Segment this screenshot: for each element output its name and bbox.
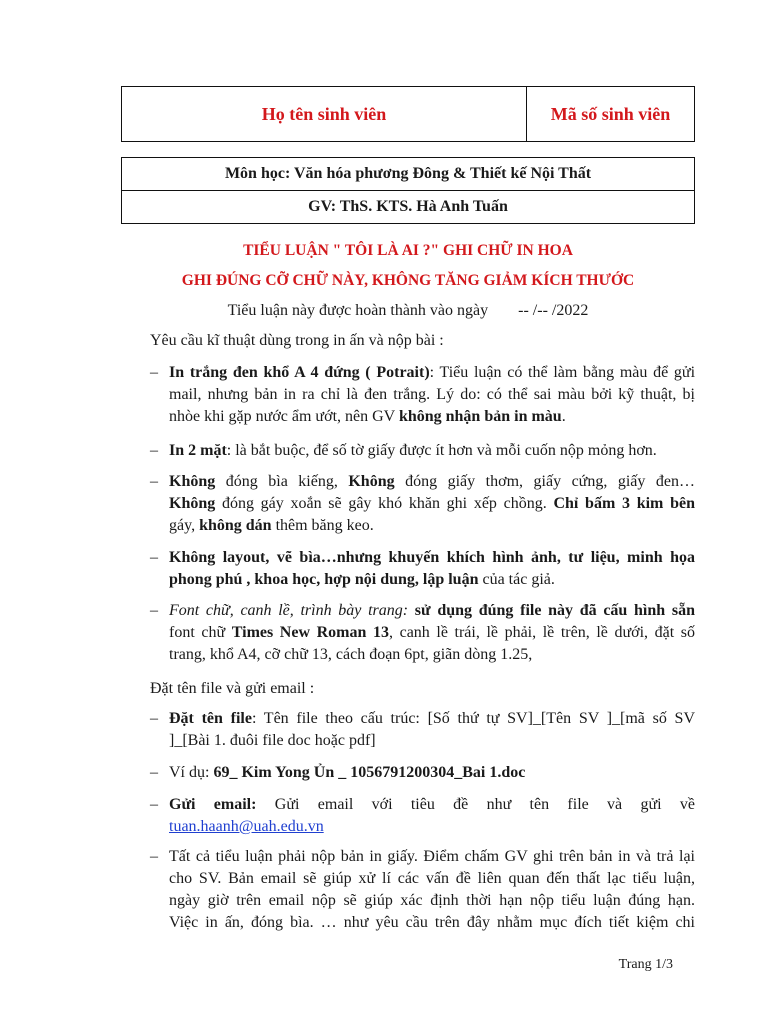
title-instruction: GHI ĐÚNG CỠ CHỮ NÀY, KHÔNG TĂNG GIẢM KÍCH THƯỚC: [181, 272, 635, 289]
bullet-dash: –: [150, 473, 158, 490]
page-number: Trang 1/3: [618, 957, 673, 972]
filename-intro: Đặt tên file và gửi email :: [150, 680, 315, 697]
bullet-dash: –: [150, 602, 158, 619]
bullet-dash: –: [150, 848, 158, 865]
student-id-cell: Mã số sinh viên: [527, 87, 695, 142]
bullet-dash: –: [150, 710, 158, 727]
student-info-table: [121, 86, 695, 142]
bullet-dash: –: [150, 764, 158, 781]
completion-text: Tiểu luận này được hoàn thành vào ngày: [227, 302, 489, 319]
completion-date: -- /-- /2022: [518, 302, 589, 319]
email-link[interactable]: tuan.haanh@uah.edu.vn: [169, 818, 324, 835]
course-cell: Môn học: Văn hóa phương Đông & Thiết kế Nội Thất: [122, 158, 695, 191]
bullet-dash: –: [150, 549, 158, 566]
essay-title: TIỂU LUẬN " TÔI LÀ AI ?" GHI CHỮ IN HOA: [243, 242, 573, 259]
document-page: Họ tên sinh viên Mã số sinh viên Môn học: Văn hóa phương Đông & Thiết kế Nội Thất GV: ThS. KTS. Hà Anh Tuấn TIỂU LUẬN " TÔI LÀ AI ?" GHI CHỮ IN HOA GHI ĐÚNG CỠ CHỮ NÀY, KHÔNG TĂNG GIẢM KÍCH THƯỚC Tiểu luận này được hoàn thành vào ngày -- /-- /2022 Yêu cầu kĩ thuật dùng trong in ấn và nộp bài : – In trắng đen khổ A 4 đứng ( Potrait): Tiểu luận có thể làm bằng màu để gửi mail, nhưng bản in ra chỉ là đen trắng. Lý do: có thể sai màu bởi kỹ thuật, bị nhòe khi gặp nước ẩm ướt, nên GV không nhận bản in màu. – In 2 mặt: là bắt buộc, để số tờ giấy được ít hơn và mỗi cuốn nộp mỏng hơn. – Không đóng bìa kiếng, Không đóng giấy thơm, giấy cứng, giấy đen… Không đóng gáy xoắn sẽ gây khó khăn ghi xếp chồng. Chỉ bấm 3 kim bên gáy, không dán thêm băng keo. – Không layout, vẽ bìa…nhưng khuyến khích hình ảnh, tư liệu, minh họa phong phú , khoa học, hợp nội dung, lập luận của tác giả. – Font chữ, canh lề, trình bày trang: sử dụng đúng file này đã cấu hình sẵn font chữ Times New Roman 13, canh lề trái, lề phải, lề trên, lề dưới, đặt số trang, khổ A4, cỡ chữ 13, cách đoạn 6pt, giãn dòng 1.25, Đặt tên file và gửi email : – Đặt tên file: Tên file theo cấu trúc: [Số thứ tự SV]_[Tên SV ]_[mã số SV ]_[Bài 1. đuôi file doc hoặc pdf] – Ví dụ: 69_ Kim Yong Ủn _ 1056791200304_Bai 1.doc – Gửi email: Gửi email với tiêu đề như tên file và gửi về tuan.haanh@uah.edu.vn – Tất cả tiểu luận phải nộp bản in giấy. Điểm chấm GV ghi trên bản in và trả lại cho SV. Bản email sẽ giúp xử lí các vấn đề liên quan đến thất lạc tiểu luận, ngày giờ trên email nộp sẽ giúp xác định thời hạn nộp tiểu luận đúng hạn. Việc in ấn, đóng bìa. … như yêu cầu trên đây nhằm mục đích tiết kiệm chi Trang 1/3: [0, 0, 768, 1024]
completion-line: [121, 302, 695, 320]
bullet-dash: –: [150, 364, 158, 381]
course-info-table: [121, 157, 695, 224]
student-name-cell: Họ tên sinh viên: [122, 87, 527, 142]
bullet-dash: –: [150, 442, 158, 459]
lecturer-cell: GV: ThS. KTS. Hà Anh Tuấn: [122, 191, 695, 224]
bullet-dash: –: [150, 796, 158, 813]
requirements-intro: Yêu cầu kĩ thuật dùng trong in ấn và nộp bài :: [150, 332, 444, 349]
